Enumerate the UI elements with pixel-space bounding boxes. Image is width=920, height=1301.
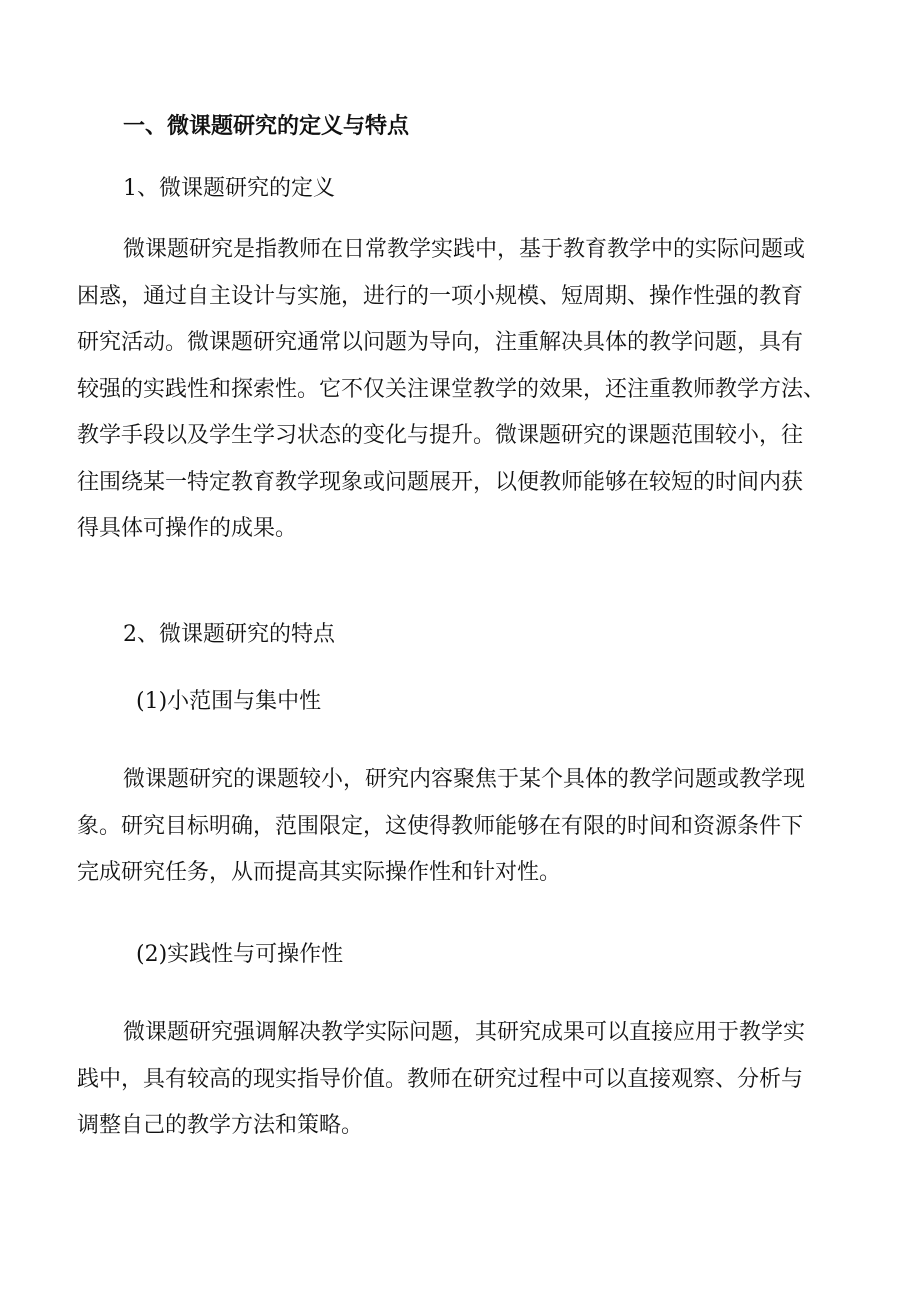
definition-paragraph xyxy=(77,227,843,553)
paragraph-line: 完成研究任务，从而提高其实际操作性和针对性。 xyxy=(77,860,562,885)
paragraph-line: 往围绕某一特定教育教学现象或问题展开，以便教师能够在较短的时间内获 xyxy=(77,469,804,495)
paragraph-line: 微课题研究强调解决教学实际问题，其研究成果可以直接应用于教学实 xyxy=(123,1020,806,1045)
paragraph-line: 微课题研究是指教师在日常教学实践中，基于教育教学中的实际问题或 xyxy=(123,237,806,262)
small-scope-paragraph xyxy=(77,757,843,897)
subsection-heading-definition: 1、微课题研究的定义 xyxy=(123,176,335,201)
subsection-heading-features: 2、微课题研究的特点 xyxy=(123,622,335,647)
paragraph-line: 微课题研究的课题较小，研究内容聚焦于某个具体的教学问题或教学现 xyxy=(123,767,806,792)
paragraph-line: 践中，具有较高的现实指导价值。教师在研究过程中可以直接观察、分析与 xyxy=(77,1066,804,1092)
paragraph-line: 研究活动。微课题研究通常以问题为导向，注重解决具体的教学问题，具有 xyxy=(77,330,804,355)
practicality-paragraph xyxy=(77,1010,843,1150)
item-heading-small-scope: (1)小范围与集中性 xyxy=(136,689,322,714)
item-heading-practicality: (2)实践性与可操作性 xyxy=(136,942,344,967)
paragraph-line: 象。研究目标明确，范围限定，这使得教师能够在有限的时间和资源条件下 xyxy=(77,813,804,839)
paragraph-line: 较强的实践性和探索性。它不仅关注课堂教学的效果，还注重教师教学方法、 xyxy=(77,376,826,402)
section-heading: 一、微课题研究的定义与特点 xyxy=(123,113,410,139)
paragraph-line: 得具体可操作的成果。 xyxy=(77,516,298,541)
paragraph-line: 调整自己的教学方法和策略。 xyxy=(77,1113,364,1138)
paragraph-line: 困惑，通过自主设计与实施，进行的一项小规模、短周期、操作性强的教育 xyxy=(77,283,804,309)
paragraph-line: 教学手段以及学生学习状态的变化与提升。微课题研究的课题范围较小，往 xyxy=(77,423,804,448)
